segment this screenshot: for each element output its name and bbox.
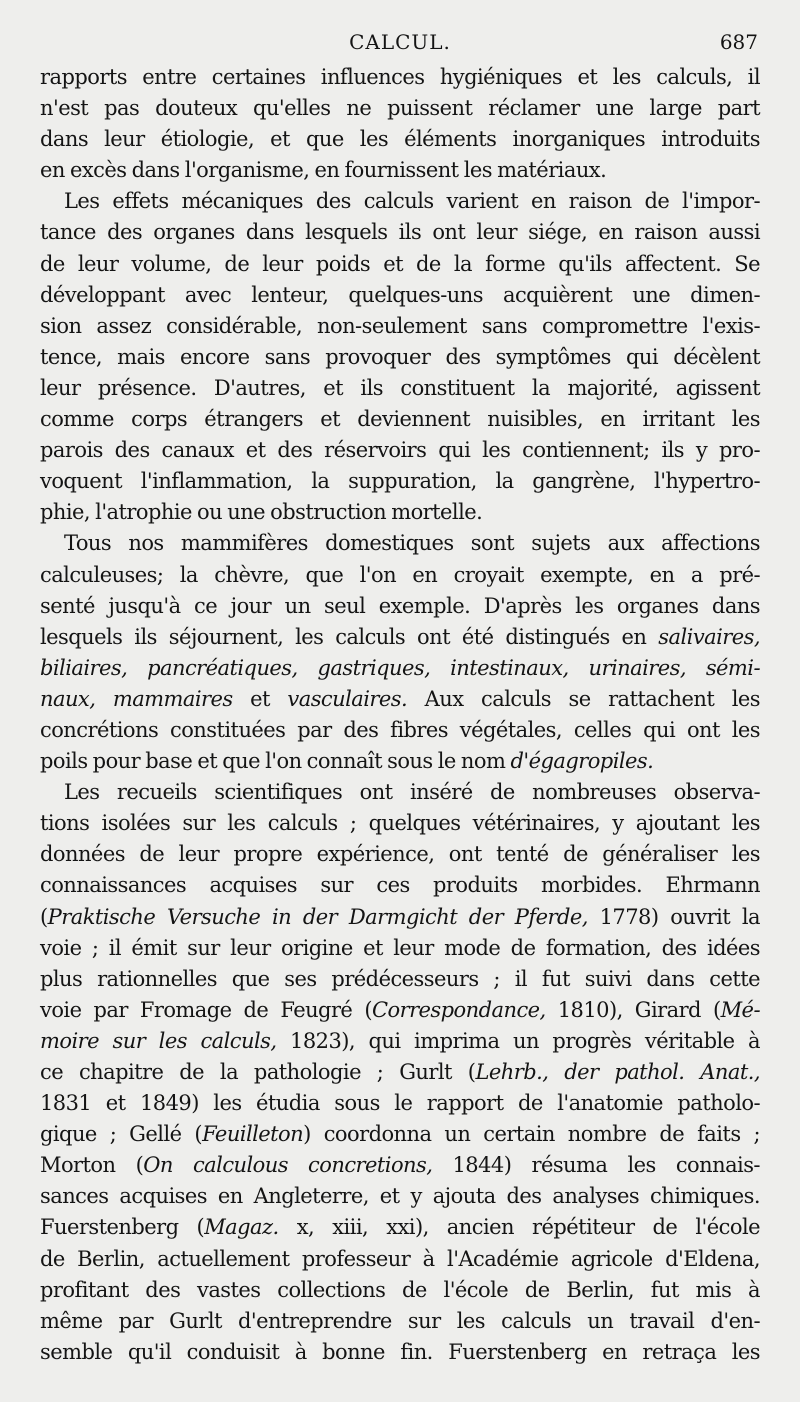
- text-run: plus rationnelles que ses prédécesseurs ; il fut suivi dans cette: [40, 966, 760, 991]
- text-run: x, xiii, xxi), ancien répétiteur de l'école: [278, 1215, 760, 1240]
- text-run: 1810), Girard (: [545, 997, 721, 1022]
- text-line: [40, 964, 760, 995]
- text-run: Les recueils scientifiques ont inséré de nombreuses observa-: [64, 780, 760, 805]
- text-run: Les effets mécaniques des calculs varient en raison de l'impor-: [64, 189, 760, 214]
- text-run: Fuerstenberg (: [40, 1215, 205, 1240]
- text-run: leur présence. D'autres, et ils constituent la majorité, agissent: [40, 375, 760, 400]
- text-line: [40, 1212, 760, 1243]
- text-line: [40, 217, 760, 248]
- text-run: tions isolées sur les calculs ; quelques vétérinaires, y ajoutant les: [40, 811, 760, 836]
- text-line: [40, 684, 760, 715]
- text-run: ce chapitre de la pathologie ; Gurlt (: [40, 1060, 476, 1084]
- text-line: [40, 839, 760, 870]
- text-line: [40, 777, 760, 808]
- text-run: données de leur propre expérience, ont tenté de généraliser les: [40, 842, 760, 867]
- text-line: [40, 1275, 760, 1306]
- text-line: [40, 93, 760, 124]
- text-line: [40, 342, 760, 373]
- text-line: [40, 560, 760, 591]
- text-run: 1778) ouvrit la: [587, 904, 760, 929]
- text-run: sances acquises en Angleterre, et y ajouta des analyses chimiques.: [40, 1184, 760, 1209]
- text-line: [40, 902, 760, 933]
- text-line: [40, 591, 760, 622]
- text-run: voie ; il émit sur leur origine et leur mode de formation, des idées: [40, 935, 760, 960]
- running-title: CALCUL.: [349, 30, 451, 54]
- italic-text: naux, mammaires: [40, 686, 233, 711]
- text-run: lesquels ils séjournent, les calculs ont été distingués en: [40, 624, 659, 649]
- text-line: [40, 62, 760, 93]
- text-run: comme corps étrangers et deviennent nuisibles, en irritant les: [40, 407, 760, 432]
- italic-text: Feuilleton: [202, 1122, 304, 1147]
- text-line: [40, 435, 760, 466]
- text-line: [40, 1244, 760, 1275]
- italic-text: Mé-: [720, 997, 760, 1022]
- text-run: 1823), qui imprima un progrès véritable à: [276, 1028, 760, 1053]
- text-run: Morton (: [40, 1153, 144, 1178]
- text-line: [40, 1057, 760, 1088]
- text-line: [40, 808, 760, 839]
- text-line: [40, 280, 760, 311]
- text-run: Tous nos mammifères domestiques sont sujets aux affections: [64, 531, 760, 556]
- running-head: [40, 26, 760, 62]
- text-line: [40, 622, 760, 653]
- italic-text: On calculous concretions,: [143, 1153, 433, 1178]
- italic-text: d'égagropiles.: [510, 749, 654, 774]
- italic-text: Praktische Versuche in der Darmgicht der Pferde,: [47, 904, 588, 929]
- text-run: sion assez considérable, non-seulement sans compromettre l'exis-: [40, 313, 760, 338]
- text-line: [40, 466, 760, 497]
- text-run: (: [40, 904, 48, 929]
- page-number: 687: [719, 30, 758, 54]
- italic-text: moire sur les calculs,: [40, 1028, 277, 1053]
- text-run: calculeuses; la chèvre, que l'on en croyait exempte, en a pré-: [40, 562, 760, 587]
- text-line: [40, 1026, 760, 1057]
- text-run: rapports entre certaines influences hygiéniques et les calculs, il: [40, 65, 760, 89]
- text-run: et: [232, 686, 288, 711]
- text-line: [40, 715, 760, 746]
- italic-text: Magaz.: [204, 1215, 279, 1240]
- text-run: semble qu'il conduisit à bonne fin. Fuerstenberg en retraça les: [40, 1339, 760, 1364]
- text-run: de Berlin, actuellement professeur à l'Académie agricole d'Eldena,: [40, 1246, 760, 1271]
- text-line: [40, 1181, 760, 1212]
- text-line: [40, 311, 760, 342]
- text-line: [40, 1150, 760, 1181]
- text-line: [40, 1337, 760, 1368]
- text-run: concrétions constituées par des fibres végétales, celles qui ont les: [40, 717, 760, 742]
- text-run: tence, mais encore sans provoquer des symptômes qui décèlent: [40, 344, 760, 369]
- text-line: [40, 1119, 760, 1150]
- text-run: dans leur étiologie, et que les éléments inorganiques introduits: [40, 127, 760, 152]
- text-run: profitant des vastes collections de l'école de Berlin, fut mis à: [40, 1277, 760, 1302]
- text-run: ) coordonna un certain nombre de faits ;: [303, 1122, 760, 1147]
- italic-text: salivaires,: [658, 624, 760, 649]
- italic-text: Lehrb., der pathol. Anat.,: [475, 1060, 760, 1084]
- text-run: 1831 et 1849) les étudia sous le rapport de l'anatomie patholo-: [40, 1091, 760, 1116]
- text-run: poils pour base et que l'on connaît sous le nom: [40, 749, 511, 774]
- text-line: [40, 249, 760, 280]
- text-run: de leur volume, de leur poids et de la forme qu'ils affectent. Se: [40, 251, 760, 276]
- text-line: [40, 1306, 760, 1337]
- text-line: [40, 870, 760, 901]
- text-run: phie, l'atrophie ou une obstruction mortelle.: [40, 500, 483, 525]
- text-run: Aux calculs se rattachent les: [407, 686, 760, 711]
- text-line: [40, 746, 760, 777]
- text-run: développant avec lenteur, quelques-uns acquièrent une dimen-: [40, 282, 760, 307]
- text-line: [40, 155, 760, 186]
- text-run: connaissances acquises sur ces produits morbides. Ehrmann: [40, 873, 760, 898]
- text-run: tance des organes dans lesquels ils ont leur siége, en raison aussi: [40, 220, 760, 245]
- text-run: gique ; Gellé (: [40, 1122, 203, 1147]
- italic-text: biliaires, pancréatiques, gastriques, intestinaux, urinaires, sémi-: [40, 655, 760, 680]
- text-line: [40, 373, 760, 404]
- text-line: [40, 653, 760, 684]
- text-run: 1844) résuma les connais-: [432, 1153, 760, 1178]
- text-line: [40, 186, 760, 217]
- text-line: [40, 404, 760, 435]
- text-run: senté jusqu'à ce jour un seul exemple. D'après les organes dans: [40, 593, 760, 618]
- text-run: voquent l'inflammation, la suppuration, la gangrène, l'hypertro-: [40, 469, 760, 494]
- text-run: en excès dans l'organisme, en fournissent les matériaux.: [40, 158, 607, 183]
- text-line: [40, 933, 760, 964]
- text-line: [40, 1088, 760, 1119]
- text-run: parois des canaux et des réservoirs qui les contiennent; ils y pro-: [40, 438, 760, 463]
- text-run: même par Gurlt d'entreprendre sur les calculs un travail d'en-: [40, 1308, 760, 1333]
- text-line: [40, 124, 760, 155]
- text-line: [40, 528, 760, 559]
- text-line: [40, 995, 760, 1026]
- italic-text: Correspondance,: [371, 997, 546, 1022]
- text-line: [40, 497, 760, 528]
- italic-text: vasculaires.: [287, 686, 408, 711]
- body-text: [40, 62, 760, 1368]
- text-run: n'est pas douteux qu'elles ne puissent réclamer une large part: [40, 96, 760, 121]
- text-run: voie par Fromage de Feugré (: [40, 997, 372, 1022]
